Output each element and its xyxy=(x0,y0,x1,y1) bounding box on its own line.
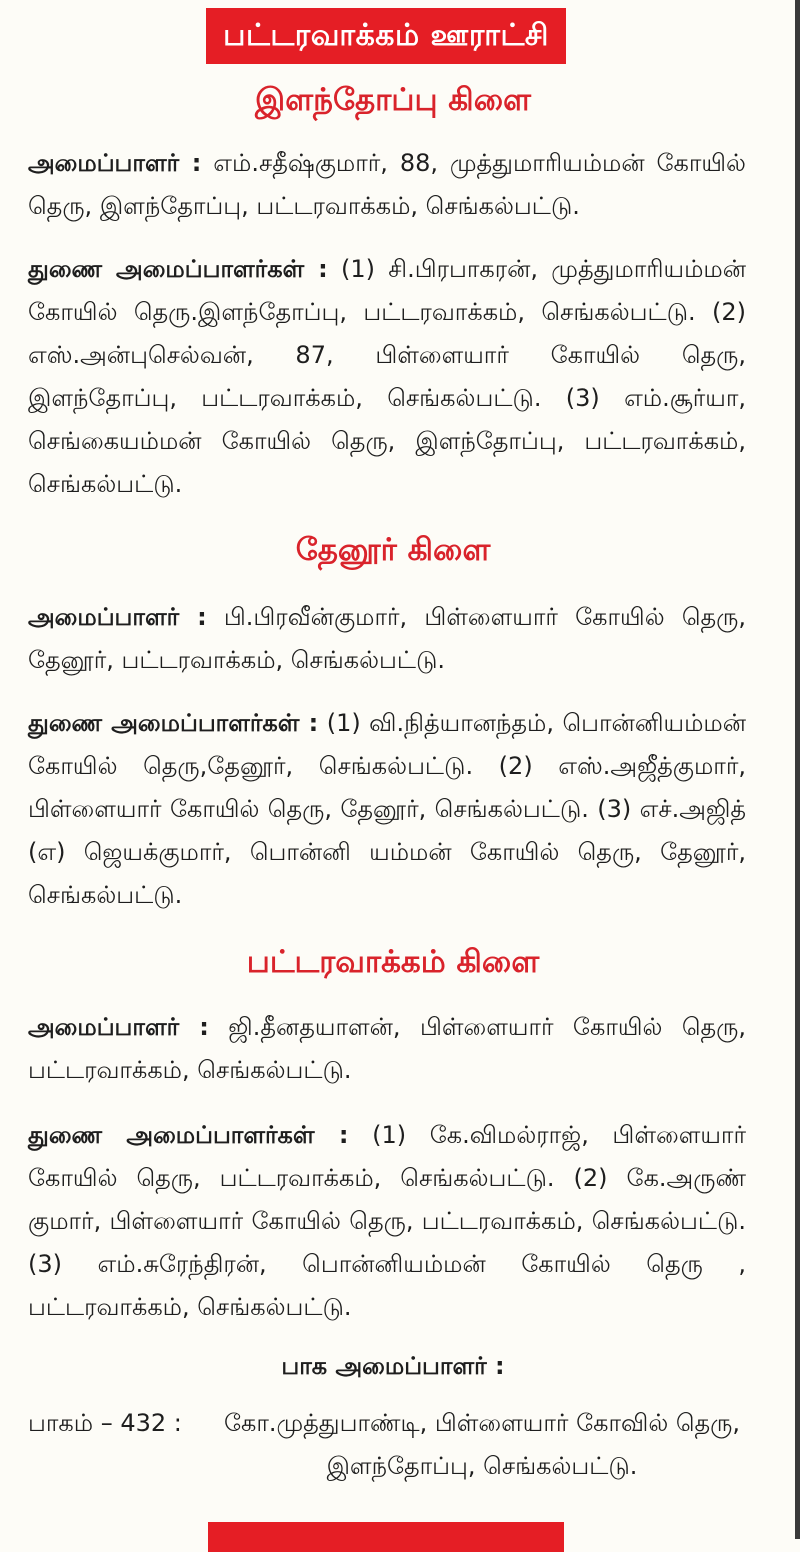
organizer-text: பி.பிரவீன்குமார், பிள்ளையார் கோயில் தெரு, தேனூர், பட்டரவாக்கம், செங்கல்பட்டு. xyxy=(28,603,746,674)
banner-title: பட்டரவாக்கம் ஊராட்சி xyxy=(206,8,566,64)
booth-entry xyxy=(28,1402,758,1492)
deputy-paragraph-ilanthoppu xyxy=(28,248,746,506)
organizer-text: எம்.சதீஷ்குமார், 88, முத்துமாரியம்மன் கோயில் தெரு, இளந்தோப்பு, பட்டரவாக்கம், செங்கல்பட்டு. xyxy=(28,149,746,220)
deputy-text: (1) சி.பிரபாகரன், முத்துமாரியம்மன் கோயில் தெரு.இளந்தோப்பு, பட்டரவாக்கம், செங்கல்பட்டு. (2) எஸ்.அன்புசெல்வன், 87, பிள்ளையார் கோயில் தெரு, இளந்தோப்பு, பட்டரவாக்கம், செங்கல்பட்டு. (3) எம்.சூர்யா, செங்கையம்மன் கோயில் தெரு, இளந்தோப்பு, பட்டரவாக்கம், செங்கல்பட்டு. xyxy=(28,255,746,498)
next-banner-partial xyxy=(208,1522,564,1552)
organizer-paragraph-pattaravakkam xyxy=(28,1006,746,1092)
section-heading-thenur: தேனூர் கிளை xyxy=(295,532,491,568)
deputy-label: துணை அமைப்பாளர்கள் : xyxy=(28,1121,349,1149)
organizer-paragraph-thenur xyxy=(28,596,746,682)
deputy-label: துணை அமைப்பாளர்கள் : xyxy=(28,255,328,283)
organizer-paragraph-ilanthoppu xyxy=(28,142,746,228)
deputy-text: (1) வி.நித்யானந்தம், பொன்னியம்மன் கோயில் தெரு,தேனூர், செங்கல்பட்டு. (2) எஸ்.அஜீத்குமார், பிள்ளையார் கோயில் தெரு, தேனூர், செங்கல்பட்டு. (3) எச்.அஜித் (எ) ஜெயக்குமார், பொன்னி யம்மன் கோயில் தெரு, தேனூர், செங்கல்பட்டு. xyxy=(28,709,747,909)
organizer-text: ஜி.தீனதயாளன், பிள்ளையார் கோயில் தெரு, பட்டரவாக்கம், செங்கல்பட்டு. xyxy=(28,1013,746,1084)
deputy-paragraph-pattaravakkam xyxy=(28,1114,746,1329)
booth-address: கோ.முத்துபாண்டி, பிள்ளையார் கோவில் தெரு, இளந்தோப்பு, செங்கல்பட்டு. xyxy=(223,1409,741,1480)
deputy-paragraph-thenur xyxy=(28,702,746,917)
section-heading-pattaravakkam: பட்டரவாக்கம் கிளை xyxy=(246,944,540,980)
deputy-text: (1) கே.விமல்ராஜ், பிள்ளையார் கோயில் தெரு, பட்டரவாக்கம், செங்கல்பட்டு. (2) கே.அருண் குமார், பிள்ளையார் கோயில் தெரு, பட்டரவாக்கம், செங்கல்பட்டு. (3) எம்.சுரேந்திரன், பொன்னியம்மன் கோயில் தெரு , பட்டரவாக்கம், செங்கல்பட்டு. xyxy=(28,1121,747,1321)
deputy-label: துணை அமைப்பாளர்கள் : xyxy=(28,709,319,737)
booth-code: பாகம் – 432 : xyxy=(28,1409,182,1437)
right-border-rule xyxy=(795,0,800,1539)
section-heading-ilanthoppu: இளந்தோப்பு கிளை xyxy=(254,82,532,118)
organizer-label: அமைப்பாளர் : xyxy=(28,149,202,177)
organizer-label: அமைப்பாளர் : xyxy=(28,603,207,631)
organizer-label: அமைப்பாளர் : xyxy=(28,1013,209,1041)
booth-organizer-heading: பாக அமைப்பாளர் : xyxy=(281,1352,505,1380)
